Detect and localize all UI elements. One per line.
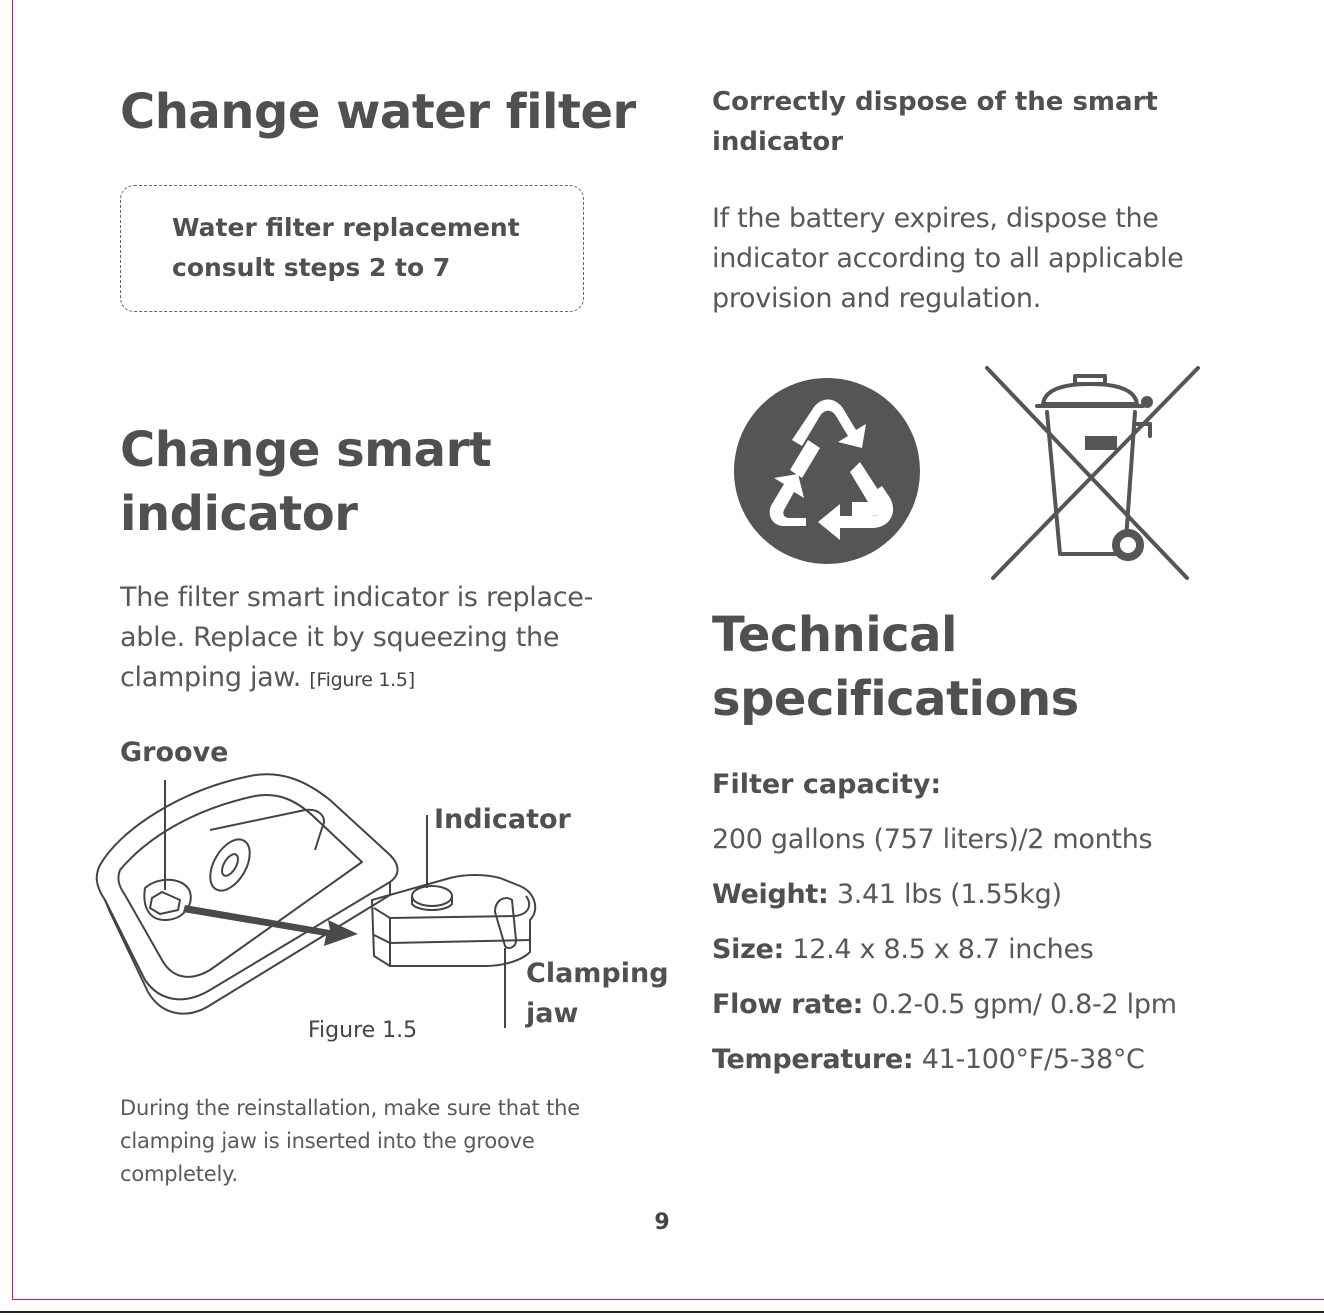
weight-value: 3.41 lbs (1.55kg) — [836, 879, 1062, 910]
weight-row — [712, 875, 1062, 915]
groove-clip — [150, 892, 180, 914]
temperature-row — [712, 1040, 1145, 1080]
dispose-line-2: indicator according to all applicable — [712, 243, 1184, 274]
flow-rate-value: 0.2-0.5 gpm/ 0.8-2 lpm — [871, 989, 1177, 1020]
insert-arrow — [183, 905, 358, 946]
specs-heading-line-2: specifications — [712, 671, 1079, 727]
note-line-1: During the reinstallation, make sure that the — [120, 1096, 580, 1120]
crossed-out-bin-icon — [985, 364, 1200, 582]
replacement-callout-text — [172, 208, 572, 288]
water-filter-heading: Change water filter — [120, 84, 636, 140]
page-number: 9 — [654, 1210, 670, 1235]
flow-rate-label: Flow rate: — [712, 989, 864, 1020]
groove-label: Groove — [120, 737, 229, 768]
dispose-line-1: If the battery expires, dispose the — [712, 203, 1159, 234]
tray-side-wall — [105, 882, 390, 1014]
specifications-heading — [712, 603, 1079, 731]
heading-line-1: Change smart — [120, 422, 492, 478]
recycle-icon — [732, 376, 922, 566]
heading-line-2: indicator — [120, 486, 358, 542]
temperature-label: Temperature: — [712, 1044, 914, 1075]
dispose-heading-line-1: Correctly dispose of the smart — [712, 87, 1158, 117]
note-line-2: clamping jaw is inserted into the groove — [120, 1129, 535, 1153]
callout-line-1: Water filter replacement — [172, 213, 520, 242]
callout-line-2: consult steps 2 to 7 — [172, 253, 451, 282]
instruction-line-3 — [120, 658, 600, 700]
size-label: Size: — [712, 934, 785, 965]
indicator-seam — [374, 935, 530, 943]
tray-slot — [202, 833, 258, 897]
trim-line-left — [12, 0, 13, 1300]
tray-outline — [97, 774, 398, 999]
temperature-value: 41-100°F/5-38°C — [921, 1044, 1145, 1075]
instruction-line-2: able. Replace it by squeezing the — [120, 622, 560, 653]
tray-slot-inner — [219, 852, 241, 879]
smart-indicator-heading — [120, 418, 491, 546]
dispose-heading — [712, 82, 1232, 162]
dispose-line-3: provision and regulation. — [712, 283, 1042, 314]
flow-rate-row — [712, 985, 1177, 1025]
indicator-button-top — [412, 886, 452, 906]
clamping-label-line-1: Clamping — [526, 958, 669, 989]
clamping-label-line-2: jaw — [526, 998, 579, 1029]
specs-heading-line-1: Technical — [712, 607, 957, 663]
instruction-line-1: The filter smart indicator is replace- — [120, 582, 594, 613]
instruction-line-3-text: clamping jaw. — [120, 662, 302, 693]
indicator-instructions — [120, 578, 600, 700]
dispose-instructions — [712, 199, 1232, 319]
size-value: 12.4 x 8.5 x 8.7 inches — [792, 934, 1094, 965]
filter-capacity-label: Filter capacity: — [712, 769, 942, 800]
tray-inner-rim — [118, 795, 362, 977]
figure-caption: Figure 1.5 — [308, 1018, 418, 1043]
weight-label: Weight: — [712, 879, 829, 910]
figure-reference: [Figure 1.5] — [309, 669, 415, 691]
indicator-label: Indicator — [434, 804, 571, 835]
reinstallation-note — [120, 1092, 640, 1191]
indicator-body — [372, 875, 535, 966]
dispose-heading-line-2: indicator — [712, 127, 844, 157]
size-row — [712, 930, 1094, 970]
filter-capacity-value: 200 gallons (757 liters)/2 months — [712, 824, 1153, 855]
bottom-rule — [0, 1311, 1324, 1313]
note-line-3: completely. — [120, 1162, 238, 1186]
trim-line-bottom — [12, 1299, 1324, 1300]
indicator-diagram — [90, 770, 570, 1030]
